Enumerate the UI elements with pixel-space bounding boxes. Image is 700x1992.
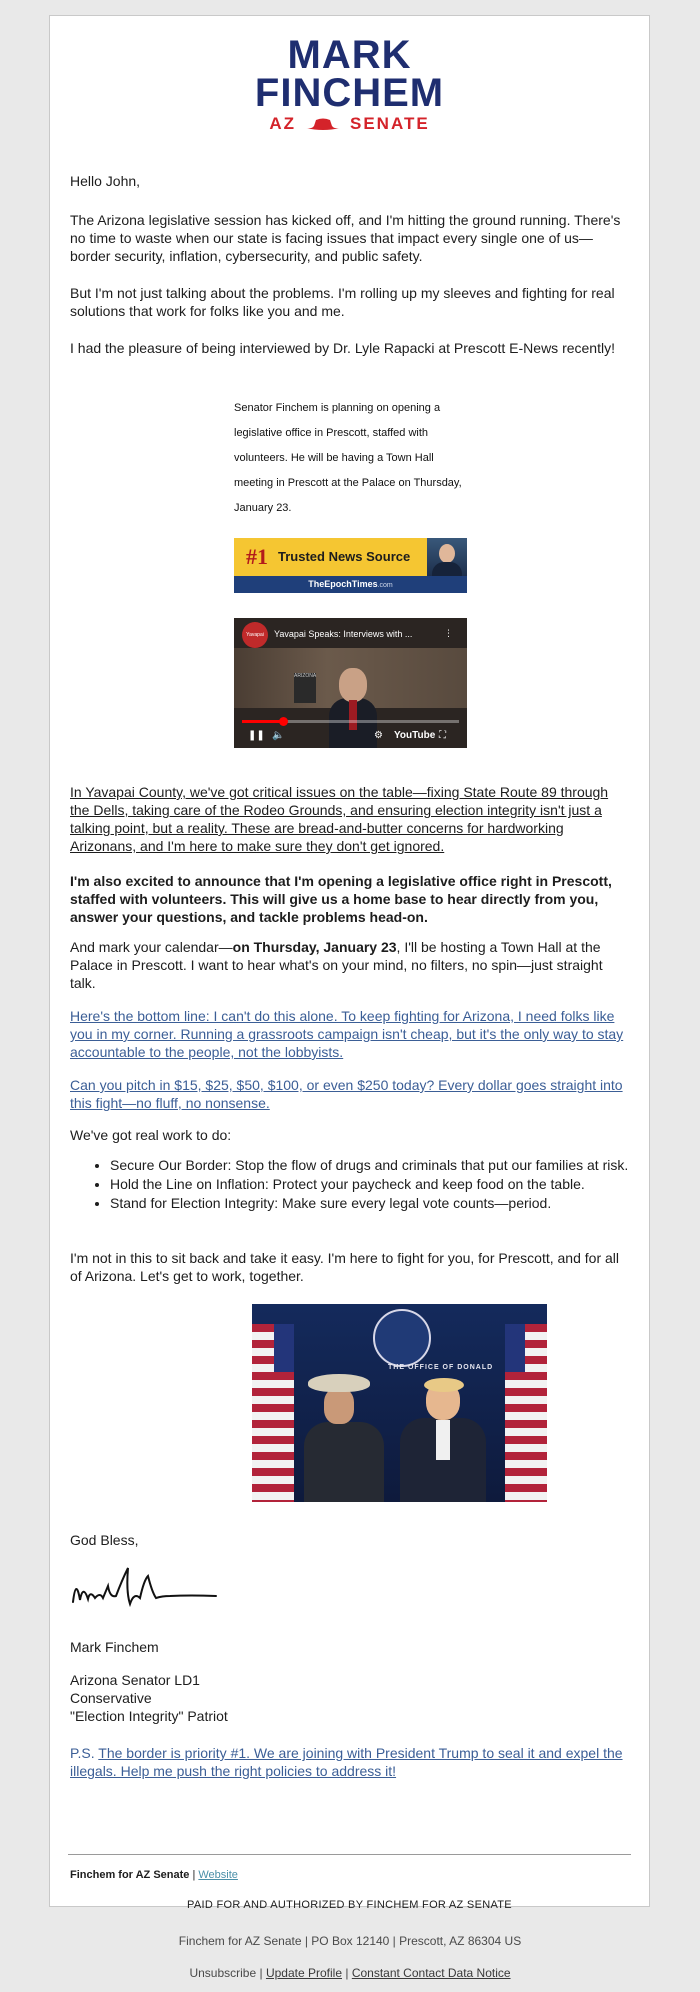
ps-label: P.S. xyxy=(70,1745,95,1761)
subscription-links: Unsubscribe | Update Profile | Constant Contact Data Notice xyxy=(189,1966,511,1980)
data-notice-link[interactable]: Constant Contact Data Notice xyxy=(351,1966,511,1980)
settings-gear-icon[interactable]: ⚙ xyxy=(374,730,383,741)
paragraph-real-work: We've got real work to do: xyxy=(70,1127,232,1143)
cowboy-hat-icon xyxy=(304,117,342,131)
paid-for-disclaimer: PAID FOR AND AUTHORIZED BY FINCHEM FOR AZ SENATE xyxy=(187,1899,512,1911)
email-card xyxy=(49,15,650,1911)
logo-subtitle xyxy=(50,114,649,134)
update-profile-link[interactable]: Update Profile xyxy=(265,1966,342,1980)
ps-link[interactable]: The border is priority #1. We are joining with President Trump to seal it and expel the illegals. Help me push the right policies to address it! xyxy=(70,1745,623,1779)
signer-name: Mark Finchem xyxy=(70,1639,159,1655)
list-item: • Stand for Election Integrity: Make sure every legal vote counts—period. xyxy=(110,1194,630,1212)
unsubscribe-link[interactable]: Unsubscribe xyxy=(189,1966,257,1980)
banner-portrait xyxy=(427,538,467,576)
priorities-list xyxy=(70,1156,630,1213)
logo-last-name: FINCHEM xyxy=(254,71,445,115)
flag-right xyxy=(505,1324,547,1502)
banner-site: TheEpochTimes.com xyxy=(234,576,467,593)
signer-title-line: Arizona Senator LD1 xyxy=(70,1672,200,1688)
signer-title-line: "Election Integrity" Patriot xyxy=(70,1708,228,1724)
video-scrubber-knob[interactable] xyxy=(279,717,288,726)
logo-state: AZ xyxy=(269,114,296,133)
video-progress-fill xyxy=(242,720,283,723)
fullscreen-icon[interactable]: ⛶ xyxy=(439,730,446,741)
photo-backdrop-text: THE OFFICE OF DONALD xyxy=(388,1364,494,1371)
mailing-address: Finchem for AZ Senate | PO Box 12140 | Prescott, AZ 86304 US xyxy=(178,1934,522,1948)
youtube-logo[interactable]: YouTube xyxy=(394,730,436,741)
town-hall-date: on Thursday, January 23 xyxy=(232,939,397,955)
paragraph-session: The Arizona legislative session has kicked off, and I'm hitting the ground running. There's no time to waste when our state is facing issues that impact every single one of us—border security, inflation, cybersecurity, and public safety. xyxy=(70,212,621,264)
website-link[interactable]: Website xyxy=(198,1869,238,1881)
volume-icon[interactable]: 🔈 xyxy=(272,730,285,741)
youtube-video-embed[interactable] xyxy=(234,618,467,748)
handwritten-signature xyxy=(70,1562,220,1617)
banner-top xyxy=(234,538,467,576)
list-item: • Secure Our Border: Stop the flow of drugs and criminals that put our families at risk. xyxy=(110,1156,630,1174)
flag-left xyxy=(252,1324,294,1502)
video-book: ARIZONA xyxy=(294,673,316,703)
paragraph-interview: I had the pleasure of being interviewed by Dr. Lyle Rapacki at Prescott E-News recently! xyxy=(70,340,615,356)
paragraph-closing: I'm not in this to sit back and take it easy. I'm here to fight for you, for Prescott, and for all of Arizona. Let's get to work, together. xyxy=(70,1250,620,1284)
donate-link-bottom-line[interactable]: Here's the bottom line: I can't do this alone. To keep fighting for Arizona, I need folks like you in my corner. Running a grassroots campaign isn't cheap, but it's the only way to stay accountable to the people, not the lobbyists. xyxy=(70,1008,624,1060)
footer-org-name: Finchem for AZ Senate xyxy=(70,1869,190,1881)
pause-icon[interactable]: ❚❚ xyxy=(248,730,265,741)
news-quote: Senator Finchem is planning on opening a legislative office in Prescott, staffed with volunteers. He will be having a Town Hall meeting in Prescott at the Palace on Thursday, January 23. xyxy=(234,402,462,514)
video-title[interactable]: Yavapai Speaks: Interviews with ... xyxy=(274,629,413,639)
paragraph-yavapai[interactable]: In Yavapai County, we've got critical issues on the table—fixing State Route 89 through the Dells, taking care of the Rodeo Grounds, and ensuring election integrity isn't just a talking point, but a reality. These are bread-and-butter concerns for hardworking Arizonans, and I'm here to make sure they don't get ignored. xyxy=(70,784,609,854)
channel-avatar[interactable]: Yavapai xyxy=(242,622,268,648)
closing-blessing: God Bless, xyxy=(70,1532,139,1548)
list-item: • Hold the Line on Inflation: Protect your paycheck and keep food on the table. xyxy=(110,1175,630,1193)
presidential-seal xyxy=(373,1309,431,1367)
signer-titles xyxy=(70,1671,630,1725)
epoch-times-banner[interactable] xyxy=(234,538,467,593)
person-left xyxy=(304,1374,384,1502)
banner-label: Trusted News Source xyxy=(278,549,411,564)
video-controls xyxy=(234,728,467,746)
postscript xyxy=(70,1744,630,1780)
paragraph-office-announce: I'm also excited to announce that I'm opening a legislative office right in Prescott, staffed with volunteers. This will give us a home base to hear directly from you, answer your questions, and tackle problems head-on. xyxy=(70,873,612,925)
campaign-logo xyxy=(50,33,649,134)
logo-first-name: MARK xyxy=(287,33,412,77)
footer-divider xyxy=(68,1854,631,1855)
person-right xyxy=(400,1382,486,1502)
video-progress-bar[interactable] xyxy=(242,720,459,723)
donate-link-pitch-in[interactable]: Can you pitch in $15, $25, $50, $100, or even $250 today? Every dollar goes straight into this fight—no fluff, no nonsense. xyxy=(70,1077,623,1111)
handshake-photo xyxy=(252,1304,547,1502)
paragraph-town-hall: And mark your calendar—on Thursday, January 23, I'll be hosting a Town Hall at the Palace in Prescott. I want to hear what's on your mind, no filters, no spin—just straight talk. xyxy=(70,939,603,991)
logo-office: SENATE xyxy=(349,114,430,133)
footer-org-line xyxy=(70,1869,238,1881)
greeting: Hello John, xyxy=(70,173,141,189)
banner-rank: #1 xyxy=(246,544,268,569)
more-vertical-icon[interactable]: ⋮ xyxy=(444,628,453,638)
footer-separator: | xyxy=(192,1869,196,1881)
paragraph-solutions: But I'm not just talking about the problems. I'm rolling up my sleeves and fighting for real solutions that work for folks like you and me. xyxy=(70,285,615,319)
signer-title-line: Conservative xyxy=(70,1690,152,1706)
